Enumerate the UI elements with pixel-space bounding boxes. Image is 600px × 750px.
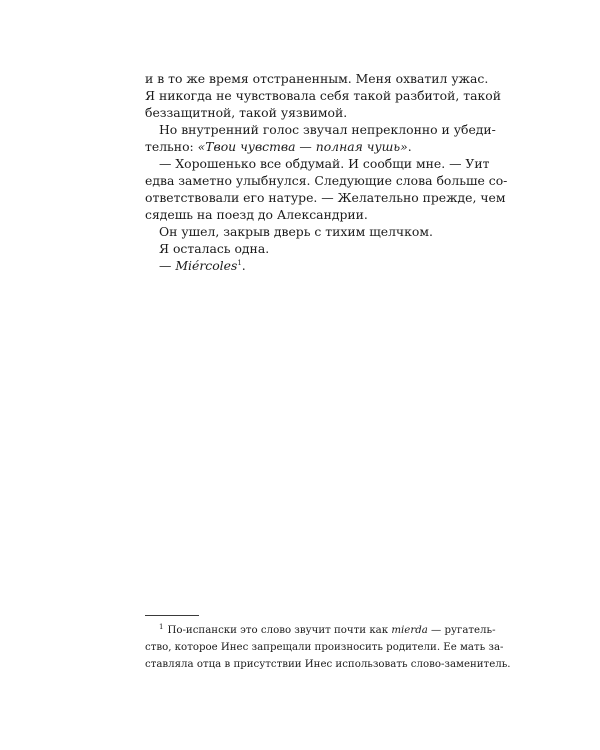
text-line (145, 257, 471, 274)
main-text (145, 70, 508, 274)
text-line: Но внутренний голос звучал непреклонно и убеди- (159, 122, 496, 137)
text-line: беззащитной, такой уязвимой. (145, 105, 348, 120)
text-line: сядешь на поезд до Александрии. (145, 207, 368, 222)
footnote-line: ство, которое Инес запрещали произносить родители. Ее мать за- (145, 642, 504, 653)
text-run: — (159, 258, 176, 273)
italic-word: Miércoles (175, 258, 238, 273)
text-line: — Хорошенько все обдумай. И сообщи мне. — Уит (159, 156, 490, 171)
text-run: — ругатель- (427, 625, 496, 636)
italic-quote: «Твои чувства — полная чушь» (197, 139, 408, 154)
text-line (145, 138, 471, 155)
text-line: Он ушел, закрыв дверь с тихим щелчком. (159, 224, 433, 239)
text-line: Я осталась одна. (159, 241, 270, 256)
text-line: ответствовали его натуре. — Желательно прежде, чем (145, 190, 506, 205)
text-run: . (407, 139, 412, 154)
text-line: и в то же время отстраненным. Меня охватил ужас. (145, 71, 489, 86)
text-run: тельно: (145, 139, 198, 154)
footnote (145, 622, 511, 673)
footnote-line (145, 622, 496, 639)
text-run: По-испански это слово звучит почти как (167, 625, 392, 636)
text-run: . (241, 258, 246, 273)
footnote-divider (145, 615, 199, 616)
footnote-reference: 1 (237, 258, 242, 267)
text-line: Я никогда не чувствовала себя такой разбитой, такой (145, 88, 501, 103)
italic-word: mierda (391, 625, 428, 636)
footnote-number: 1 (159, 622, 164, 631)
text-line: едва заметно улыбнулся. Следующие слова больше со- (145, 173, 508, 188)
footnote-line: ставляла отца в присутствии Инес использовать слово-заменитель. (145, 659, 511, 670)
